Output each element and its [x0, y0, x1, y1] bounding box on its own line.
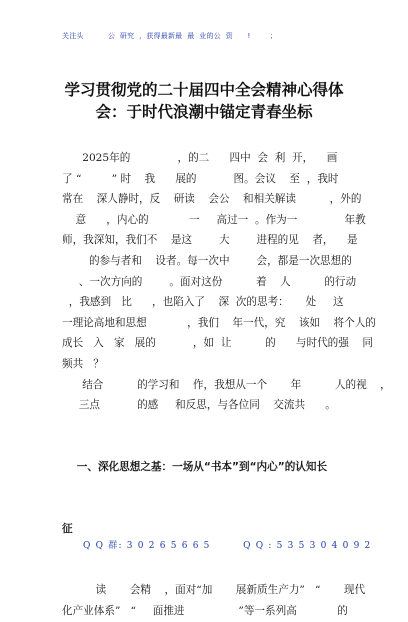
document-title-line-2: 会：于时代浪潮中锚定青春坐标 — [95, 103, 313, 121]
body-line-13: 三点 的感 和反思，与各位同 交流共 。 — [62, 399, 336, 412]
body-line-7: 、一次方向的 。面对这份 着 人 的行动 — [62, 275, 357, 288]
document-title-line-1: 学习贯彻党的二十届四中全会精神心得体 — [64, 81, 344, 99]
body-line-10: 成长 入 家 展的 ，如 让 的 与时代的强 同 — [62, 337, 373, 350]
footer-contact: Q Q 群: 3 0 2 6 5 6 6 5 Q Q : 5 3 5 3 0 4 0 9 2 — [83, 541, 372, 551]
document-title — [40, 79, 368, 123]
header-notice: 关注头 公 研究 ，获得最新最 最 业的公 资 ! ； — [62, 32, 278, 40]
body-line-2: 了 “ ” 时 我 展的 图。会议 至 ，我时 — [62, 172, 339, 185]
body-line-11: 频共 ？ — [62, 357, 104, 370]
body-line-3: 常在 深人静时，反 研读 会公 和相关解读 ，外的 — [62, 193, 362, 206]
page-header-bar — [0, 0, 408, 26]
body-line-1: 2025年的 ，的二 四中 会 利 开， 画 — [62, 152, 338, 164]
body-line-9: 一理论高地和思想 ，我们 年一代，究 该如 将个人的 — [62, 316, 376, 329]
body-line-5: 师，我深知，我们不 是这 大 进程的见 者， 是 — [62, 234, 358, 247]
section-heading-1-line-1: 一、深化思想之基：一场从“书本”到“内心”的认知长 — [62, 460, 328, 473]
body-line-6: 的参与者和 设者。每一次中 会，都是一次思想的 — [62, 254, 352, 267]
body-line-4: 意 ，内心的 一 高过一 。作为一 年教 — [62, 213, 366, 226]
body-line-14: 读 会精 ，面对“加 展新质生产力” “ 现代 — [62, 584, 366, 597]
body-line-15: 化产业体系” “ 面推进 ”等一系列高 的 — [62, 605, 348, 618]
body-line-8: ，我感到 比 ，也陷入了 深 次的思考： 处 这 — [62, 296, 344, 309]
body-line-12: 结合 的学习和 作，我想从一个 年 人的视 ， — [62, 378, 391, 391]
section-heading-1 — [62, 416, 356, 581]
section-heading-1-line-2: 征 — [62, 522, 73, 535]
